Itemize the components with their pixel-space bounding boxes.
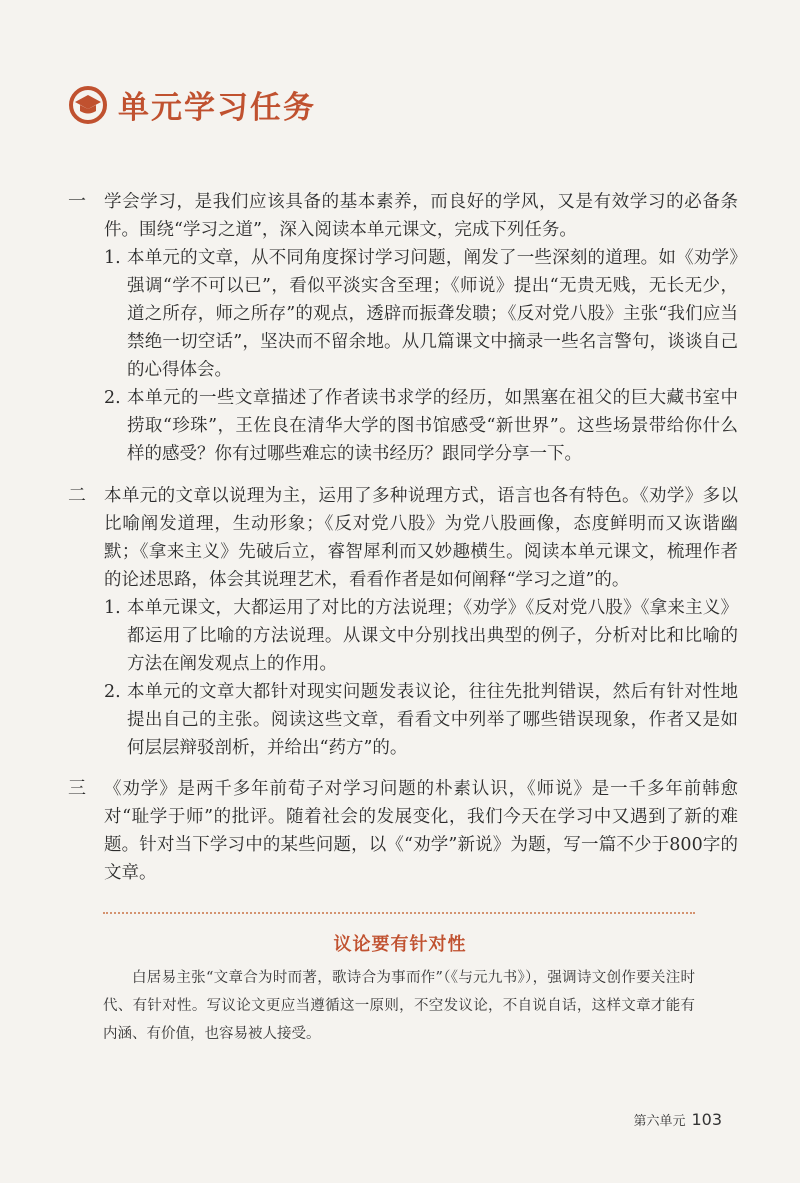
graduation-cap-icon	[68, 85, 108, 125]
task-text: 《劝学》是两千多年前荀子对学习问题的朴素认识，《师说》是一千多年前韩愈对“耻学于师”的批评。随着社会的发展变化，我们今天在学习中又遇到了新的难题。针对当下学习中的某些问题，以《“劝学”新说》为题，写一篇不少于800字的文章。	[104, 779, 738, 883]
task-number: 一	[68, 191, 86, 212]
tip-body: 白居易主张“文章合为时而著，歌诗合为事而作”（《与元九书》），强调诗文创作要关注时代、有针对性。写议论文更应当遵循这一原则，不空发议论，不自说自话，这样文章才能有内涵、有价值，也容易被人接受。	[103, 970, 695, 1042]
subtask-2-1	[104, 594, 738, 678]
page-footer	[633, 1110, 722, 1129]
subtask-number: 2.	[104, 388, 121, 408]
task-3	[68, 775, 738, 887]
task-number: 二	[68, 485, 86, 506]
task-text: 学会学习，是我们应该具备的基本素养，而良好的学风，又是有效学习的必备条件。围绕“学习之道”，深入阅读本单元课文，完成下列任务。	[104, 192, 738, 240]
tip-divider	[103, 912, 695, 914]
subtask-1-2	[104, 384, 738, 468]
task-1	[68, 188, 738, 468]
subtask-text: 本单元的文章，从不同角度探讨学习问题，阐发了一些深刻的道理。如《劝学》强调“学不可以已”，看似平淡实含至理；《师说》提出“无贵无贱，无长无少，道之所存，师之所存”的观点，透辟而振聋发聩；《反对党八股》主张“我们应当禁绝一切空话”，坚决而不留余地。从几篇课文中摘录一些名言警句，谈谈自己的心得体会。	[127, 248, 738, 380]
subtask-number: 2.	[104, 682, 121, 702]
task-number: 三	[68, 778, 86, 799]
page-number: 103	[691, 1110, 722, 1129]
subtask-number: 1.	[104, 248, 121, 268]
subtask-number: 1.	[104, 598, 121, 618]
subtask-2-2	[104, 678, 738, 762]
subtask-text: 本单元的一些文章描述了作者读书求学的经历，如黑塞在祖父的巨大藏书室中捞取“珍珠”，王佐良在清华大学的图书馆感受“新世界”。这些场景带给你什么样的感受？你有过哪些难忘的读书经历？跟同学分享一下。	[127, 388, 738, 464]
tip-title: 议论要有针对性	[333, 934, 467, 955]
subtask-text: 本单元课文，大都运用了对比的方法说理；《劝学》《反对党八股》《拿来主义》都运用了比喻的方法说理。从课文中分别找出典型的例子，分析对比和比喻的方法在阐发观点上的作用。	[127, 598, 738, 674]
task-text: 本单元的文章以说理为主，运用了多种说理方式，语言也各有特色。《劝学》多以比喻阐发道理，生动形象；《反对党八股》为党八股画像，态度鲜明而又诙谐幽默；《拿来主义》先破后立，睿智犀利而又妙趣横生。阅读本单元课文，梳理作者的论述思路，体会其说理艺术，看看作者是如何阐释“学习之道”的。	[104, 486, 738, 590]
footer-unit-label: 第六单元	[633, 1114, 686, 1129]
unit-header	[68, 82, 316, 127]
subtask-1-1	[104, 244, 738, 384]
task-2	[68, 482, 738, 762]
subtask-text: 本单元的文章大都针对现实问题发表议论，往往先批判错误，然后有针对性地提出自己的主张。阅读这些文章，看看文中列举了哪些错误现象，作者又是如何层层辩驳剖析，并给出“药方”的。	[127, 682, 738, 758]
page-title: 单元学习任务	[118, 90, 316, 126]
